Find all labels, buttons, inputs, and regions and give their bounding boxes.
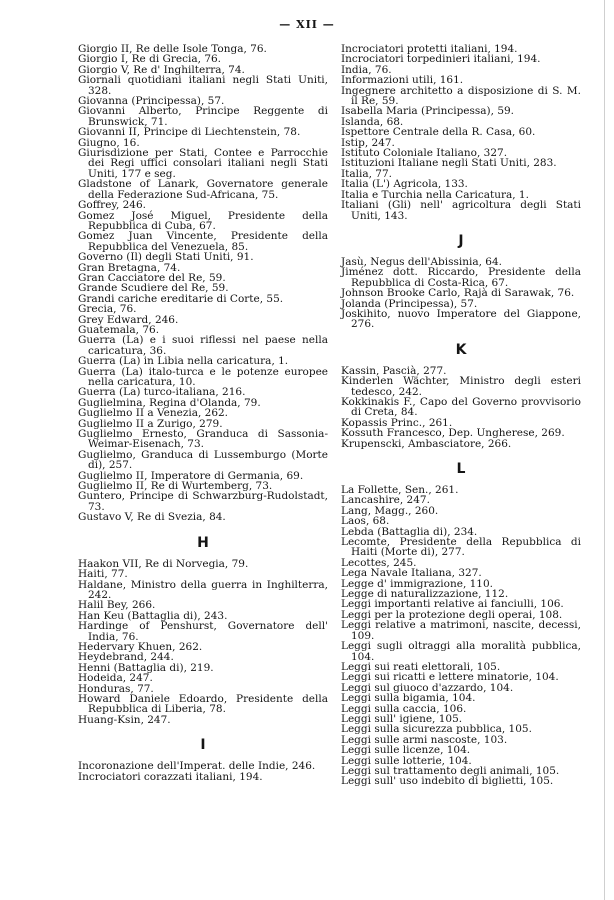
index-section-i-left [78, 761, 328, 782]
index-column-right [341, 44, 581, 787]
index-entry: Giorgio V, Re d' Inghilterra, 74. [78, 63, 245, 76]
index-entry: Grande Scudiere del Re, 59. [78, 282, 229, 295]
index-entry: Hodeida, 247. [78, 672, 153, 685]
index-entry: Leggi sulle armi nascoste, 103. [341, 733, 508, 746]
index-entry: Leggi importanti relative ai fanciulli, 106. [341, 598, 564, 611]
index-entry: Leggi sulle licenze, 104. [341, 744, 471, 757]
index-entry: Guatemala, 76. [78, 323, 160, 336]
index-entry: Krupenscki, Ambasciatore, 266. [341, 437, 512, 450]
index-entry: Guerra (La) italo-turca e le potenze europee nella caricatura, 10. [78, 365, 328, 388]
index-entry: Leggi sugli oltraggi alla moralità pubblica, 104. [341, 640, 581, 663]
index-entry: Kinderlen Wächter, Ministro degli esteri tedesco, 242. [341, 375, 581, 398]
index-entry: Gran Bretagna, 74. [78, 261, 181, 274]
index-entry: Laos, 68. [341, 515, 390, 528]
section-letter-h: H [197, 534, 209, 551]
index-entry: Leggi sulla sicurezza pubblica, 105. [341, 723, 532, 736]
index-entry: Grandi cariche ereditarie di Corte, 55. [78, 292, 284, 305]
index-entry: Henni (Battaglia di), 219. [78, 661, 214, 674]
index-entry: Leggi sulla bigamia, 104. [341, 692, 476, 705]
index-entry: Guglielmo II a Venezia, 262. [78, 407, 229, 420]
index-entry: Lecomte, Presidente della Repubblica di Haiti (Morte di), 277. [341, 536, 581, 559]
page-number: — XII — [279, 18, 335, 31]
index-entry: Gran Cacciatore del Re, 59. [78, 271, 226, 284]
index-entry: Informazioni utili, 161. [341, 74, 464, 87]
index-entry: Istip, 247. [341, 136, 395, 149]
index-entry: Ingegnere architetto a disposizione di S. M. il Re, 59. [341, 84, 581, 108]
index-entry: Kossuth Francesco, Dep. Ungherese, 269. [341, 427, 565, 440]
index-section-j [341, 257, 581, 330]
index-entry: Haakon VII, Re di Norvegia, 79. [78, 557, 249, 570]
index-entry: Goffrey, 246. [78, 199, 146, 212]
index-entry: Guglielmo II, Imperatore di Germania, 69. [78, 469, 304, 482]
index-entry: Islanda, 68. [341, 115, 404, 128]
index-entry: Lancashire, 247. [341, 494, 430, 507]
index-entry: Giorgio I, Re di Grecia, 76. [78, 53, 222, 66]
index-entry: Guerra (La) in Libia nella caricatura, 1. [78, 355, 289, 368]
index-entry: Incrociatori protetti italiani, 194. [341, 43, 518, 55]
index-section-h [78, 559, 328, 726]
index-entry: Leggi relative a matrimoni, nascite, decessi, 109. [341, 619, 581, 642]
index-entry: Huang-Ksin, 247. [78, 713, 171, 726]
index-entry: Guerra (La) turco-italiana, 216. [78, 386, 246, 399]
index-entry: Gomez José Miguel, Presidente della Repubblica di Cuba, 67. [78, 209, 328, 232]
index-entry: Istituto Coloniale Italiano, 327. [341, 147, 508, 160]
index-entry: Giurisdizione per Stati, Contee e Parrocchie dei Regi uffici consolari italiani negli Stati Uniti, 177 e seg. [78, 147, 328, 180]
index-entry: Han Keu (Battaglia di), 243. [78, 609, 228, 622]
index-entry: Kopassis Princ., 261. [341, 416, 453, 429]
page-edge-rule [604, 0, 605, 900]
index-entry: Guglielmina, Regina d'Olanda, 79. [78, 396, 261, 409]
index-entry: Incoronazione dell'Imperat. delle Indie, 246. [78, 760, 316, 773]
index-entry: Hedervary Khuen, 262. [78, 640, 203, 653]
index-entry: Leggi sui ricatti e lettere minatorie, 104. [341, 671, 559, 684]
index-column-left [78, 44, 328, 782]
index-entry: Leggi sull' uso indebito di biglietti, 105. [341, 775, 554, 788]
index-entry: Heydebrand, 244. [78, 651, 174, 664]
index-entry: Jasù, Negus dell'Abissinia, 64. [341, 255, 502, 268]
index-section-i-right [341, 44, 581, 221]
index-entry: Giovanna (Principessa), 57. [78, 95, 225, 108]
section-letter-l: L [456, 461, 466, 477]
index-entry: Guglielmo II a Zurigo, 279. [78, 417, 223, 430]
index-entry: Leggi sul giuoco d'azzardo, 104. [341, 681, 514, 694]
index-entry: Italia e Turchia nella Caricatura, 1. [341, 188, 529, 201]
index-entry: Leggi sulle lotterie, 104. [341, 754, 472, 767]
index-entry: Legge d' immigrazione, 110. [341, 577, 493, 590]
index-entry: Guglielmo II, Re di Wurtemberg, 73. [78, 480, 273, 493]
index-entry: Giovanni Alberto, Principe Reggente di Brunswick, 71. [78, 105, 328, 128]
index-entry: Giornali quotidiani italiani negli Stati Uniti, 328. [78, 74, 328, 97]
index-entry: India, 76. [341, 63, 392, 76]
index-entry: Ispettore Centrale della R. Casa, 60. [341, 126, 536, 139]
index-entry: Joskihito, nuovo Imperatore del Giappone, 276. [341, 307, 581, 331]
index-entry: Lang, Magg., 260. [341, 504, 439, 517]
index-entry: Governo (Il) degli Stati Uniti, 91. [78, 251, 254, 264]
index-entry: Gustavo V, Re di Svezia, 84. [78, 511, 226, 524]
index-entry: Guglielmo Ernesto, Granduca di Sassonia-Weimar-Eisenach, 73. [78, 428, 328, 451]
index-entry: Guntero, Principe di Schwarzburg-Rudolstadt, 73. [78, 490, 328, 513]
section-letter-k: K [455, 341, 467, 358]
index-entry: Howard Daniele Edoardo, Presidente della Repubblica di Liberia, 78. [78, 692, 328, 716]
index-entry: Jolanda (Principessa), 57. [341, 297, 478, 310]
index-section-k [341, 366, 581, 449]
index-entry: Jiménez dott. Riccardo, Presidente della Repubblica di Costa-Rica, 67. [341, 266, 581, 289]
index-entry: Giorgio II, Re delle Isole Tonga, 76. [78, 43, 267, 55]
index-entry: Guglielmo, Granduca di Lussemburgo (Morte di), 257. [78, 448, 328, 472]
index-entry: Incrociatori corazzati italiani, 194. [78, 770, 263, 783]
index-entry: Lebda (Battaglia di), 234. [341, 525, 478, 538]
index-entry: Lecottes, 245. [341, 556, 417, 569]
index-entry: Italia (L') Agricola, 133. [341, 178, 468, 191]
section-letter-i: I [200, 737, 206, 754]
section-letter-j: J [458, 232, 464, 249]
index-entry: Legge di naturalizzazione, 112. [341, 588, 509, 601]
index-entry: Halil Bey, 266. [78, 599, 156, 612]
index-entry: Honduras, 77. [78, 682, 154, 695]
index-entry: Giovanni II, Principe di Liechtenstein, 78. [78, 126, 301, 139]
index-entry: Lega Navale Italiana, 327. [341, 567, 482, 580]
index-entry: Leggi sul trattamento degli animali, 105. [341, 764, 560, 777]
index-entry: Italiani (Gli) nell' agricoltura degli Stati Uniti, 143. [341, 199, 581, 222]
index-entry: Grecia, 76. [78, 303, 137, 316]
index-entry: Giugno, 16. [78, 136, 140, 149]
index-entry: La Follette, Sen., 261. [341, 484, 459, 496]
index-entry: Johnson Brooke Carlo, Rajà di Sarawak, 76. [341, 287, 575, 300]
index-entry: Incrociatori torpedinieri italiani, 194. [341, 53, 541, 66]
index-entry: Gomez Juan Vincente, Presidente della Repubblica del Venezuela, 85. [78, 230, 328, 253]
index-entry: Istituzioni Italiane negli Stati Uniti, 283. [341, 157, 557, 170]
index-section-g [78, 44, 328, 523]
index-entry: Leggi per la protezione degli operai, 108. [341, 608, 563, 621]
index-entry: Leggi sulla caccia, 106. [341, 702, 467, 715]
index-entry: Haldane, Ministro della guerra in Inghilterra, 242. [78, 578, 328, 601]
index-entry: Kokkinakis F., Capo del Governo provvisorio di Creta, 84. [341, 395, 581, 419]
index-entry: Hardinge of Penshurst, Governatore dell' India, 76. [78, 620, 328, 643]
index-section-l [341, 485, 581, 787]
index-entry: Leggi sull' igiene, 105. [341, 712, 463, 725]
index-entry: Grey Edward, 246. [78, 313, 179, 326]
index-entry: Guerra (La) e i suoi riflessi nel paese nella caricatura, 36. [78, 334, 328, 357]
index-entry: Italia, 77. [341, 167, 392, 180]
index-entry: Haiti, 77. [78, 568, 128, 581]
index-entry: Kassin, Pascià, 277. [341, 364, 447, 377]
index-entry: Isabella Maria (Principessa), 59. [341, 105, 515, 118]
index-entry: Leggi sui reati elettorali, 105. [341, 660, 501, 673]
index-entry: Gladstone of Lanark, Governatore generale della Federazione Sud-Africana, 75. [78, 178, 328, 201]
